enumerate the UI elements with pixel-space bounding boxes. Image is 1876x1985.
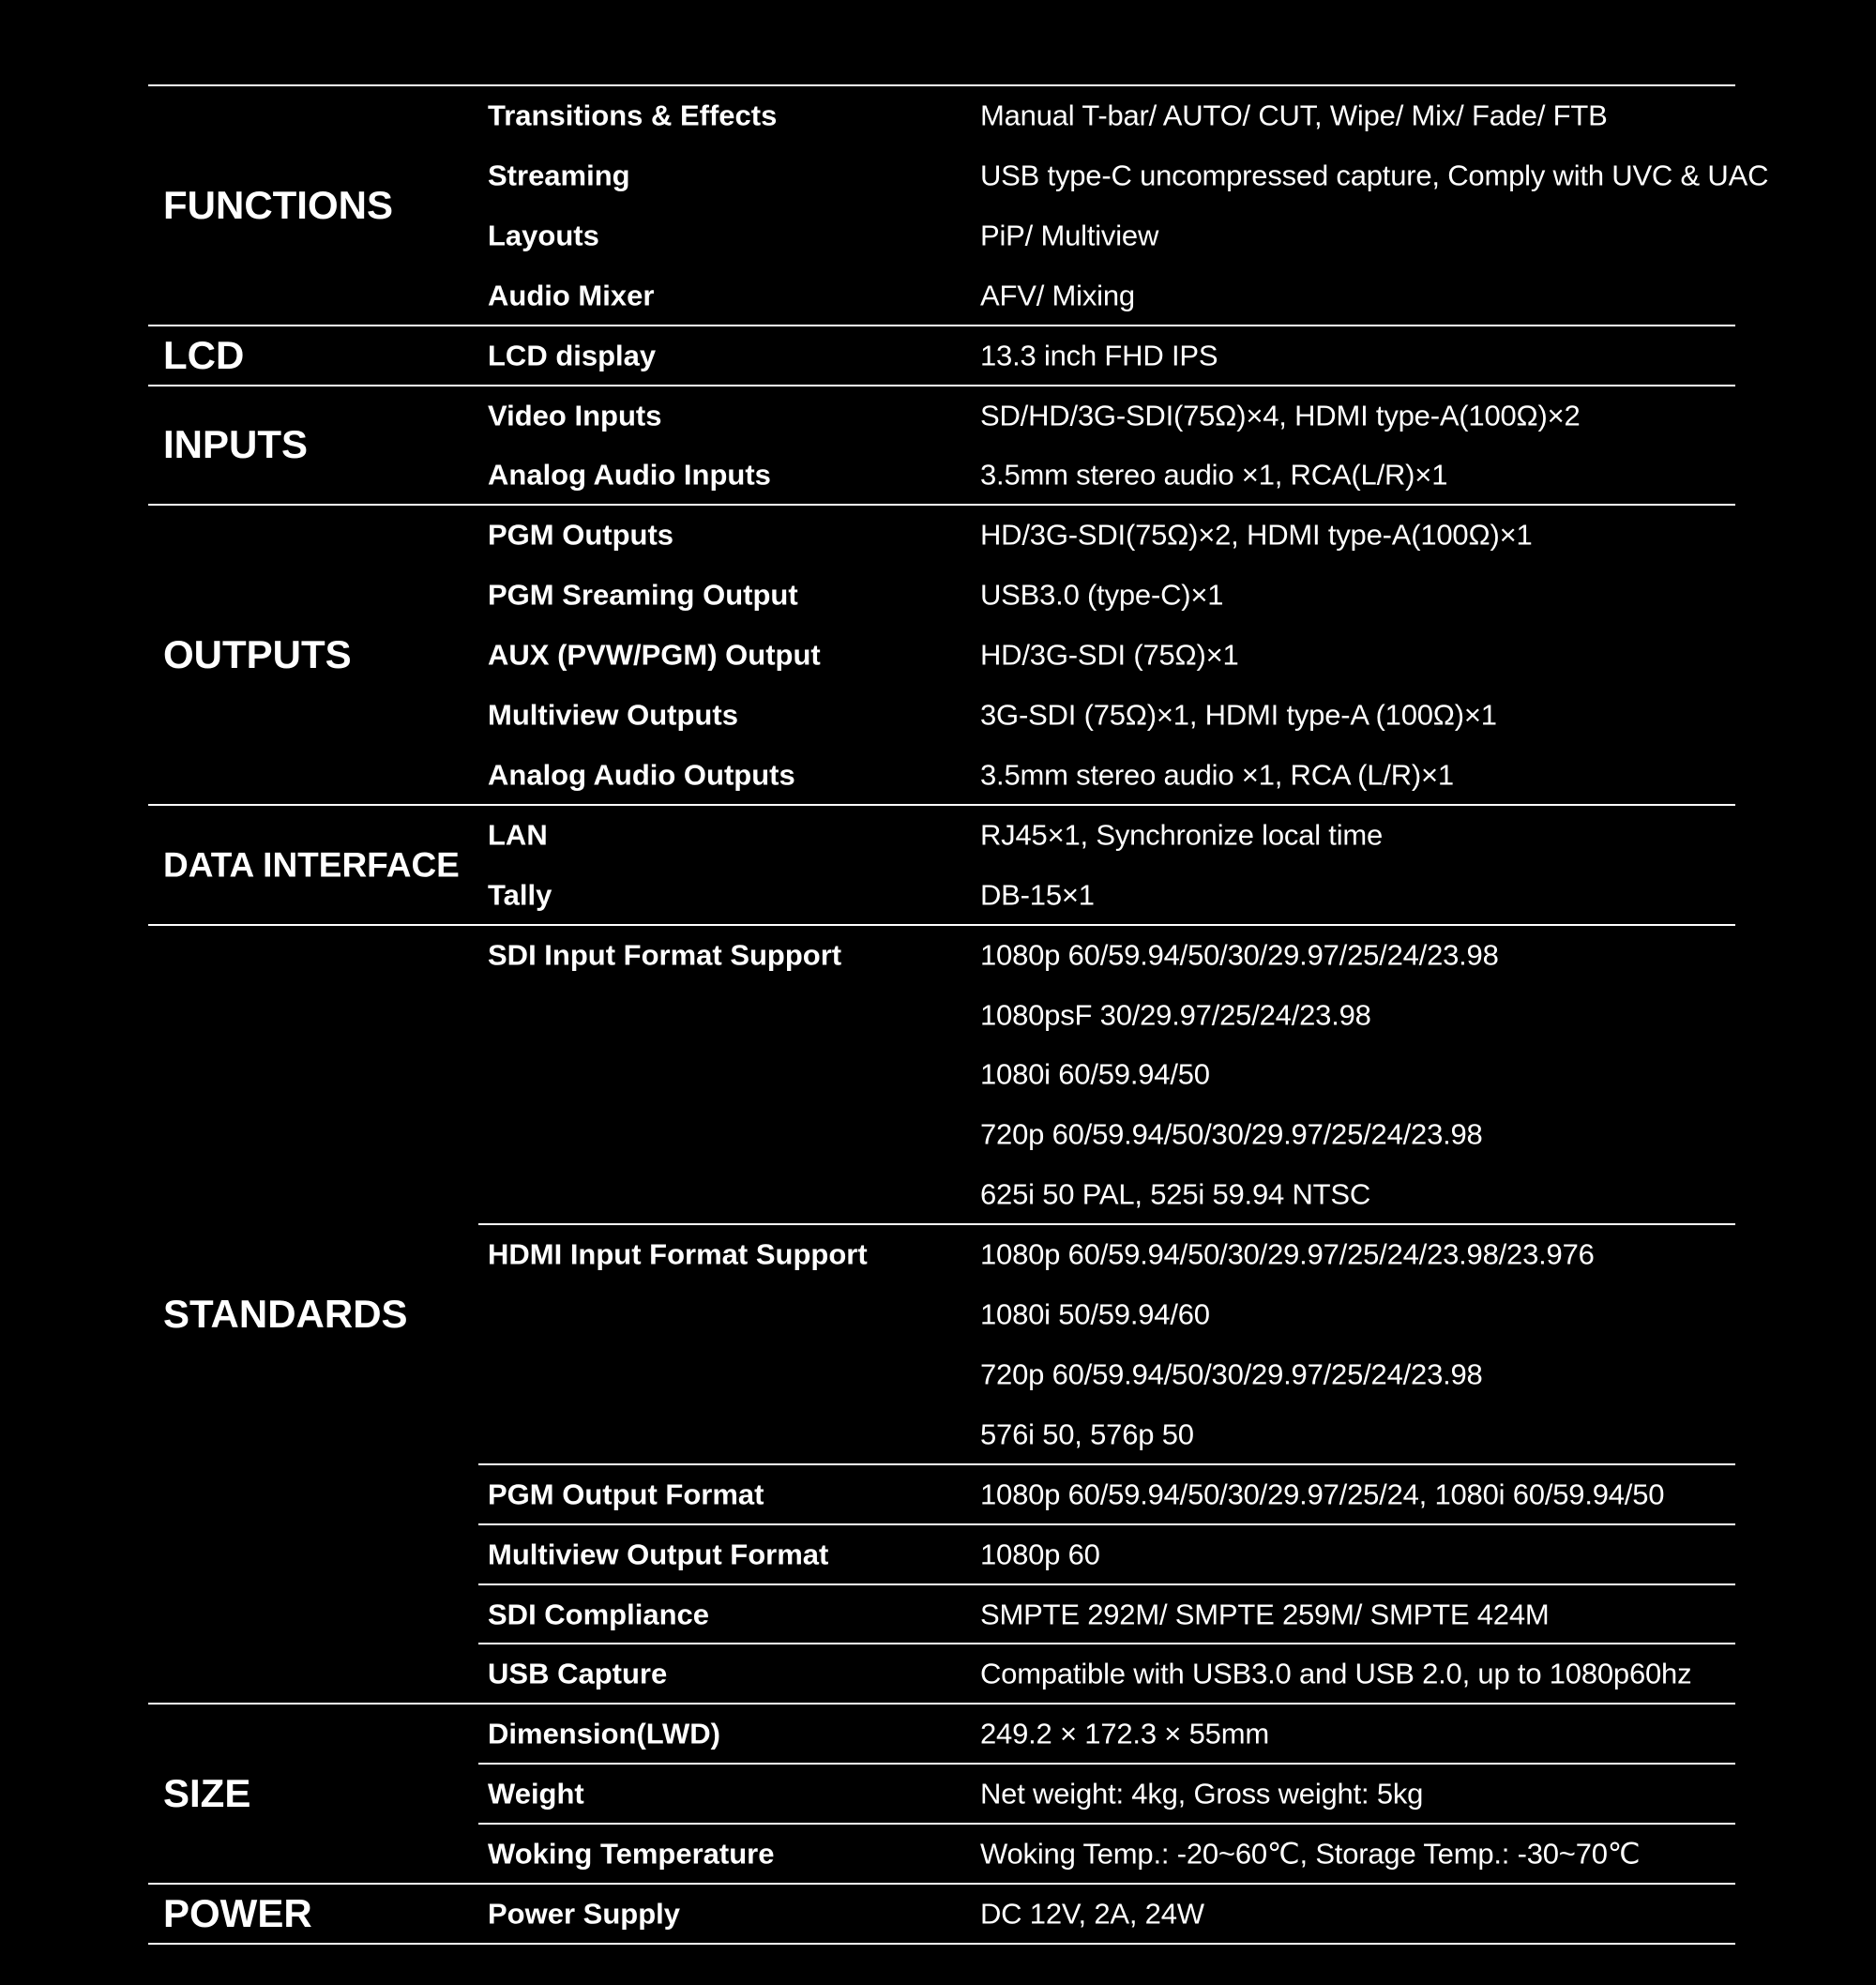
spec-value: Woking Temp.: -20~60℃, Storage Temp.: -30~70℃: [980, 1837, 1641, 1871]
spec-label: HDMI Input Format Support: [488, 1237, 868, 1271]
section-title-size: SIZE: [163, 1771, 251, 1815]
spec-value: HD/3G-SDI (75Ω)×1: [980, 638, 1239, 672]
section-title-data-interface: DATA INTERFACE: [163, 845, 460, 885]
spec-label: SDI Input Format Support: [488, 938, 842, 972]
spec-label: Weight: [488, 1777, 584, 1811]
section-divider: [148, 1943, 1735, 1945]
spec-value: 3G-SDI (75Ω)×1, HDMI type-A (100Ω)×1: [980, 698, 1497, 732]
row-divider: [478, 1463, 1735, 1465]
spec-value: RJ45×1, Synchronize local time: [980, 818, 1384, 852]
spec-value: USB type-C uncompressed capture, Comply with UVC & UAC: [980, 159, 1769, 192]
top-divider: [148, 84, 1735, 86]
spec-label: Woking Temperature: [488, 1837, 775, 1871]
spec-label: Power Supply: [488, 1897, 680, 1931]
spec-label: Analog Audio Outputs: [488, 758, 795, 792]
spec-value: 1080p 60/59.94/50/30/29.97/25/24, 1080i 60/59.94/50: [980, 1477, 1665, 1511]
row-divider: [478, 1223, 1735, 1225]
spec-value: 13.3 inch FHD IPS: [980, 339, 1218, 372]
spec-value: 1080i 50/59.94/60: [980, 1297, 1210, 1331]
section-title-inputs: INPUTS: [163, 422, 309, 466]
spec-value: 1080psF 30/29.97/25/24/23.98: [980, 998, 1371, 1032]
spec-value: 720p 60/59.94/50/30/29.97/25/24/23.98: [980, 1117, 1483, 1151]
spec-label: PGM Output Format: [488, 1477, 764, 1511]
spec-label: Layouts: [488, 219, 599, 252]
spec-value: SMPTE 292M/ SMPTE 259M/ SMPTE 424M: [980, 1598, 1550, 1631]
section-title-outputs: OUTPUTS: [163, 632, 352, 676]
spec-value: HD/3G-SDI(75Ω)×2, HDMI type-A(100Ω)×1: [980, 518, 1533, 552]
spec-label: AUX (PVW/PGM) Output: [488, 638, 821, 672]
section-divider: [148, 1703, 1735, 1705]
spec-value: DC 12V, 2A, 24W: [980, 1897, 1204, 1931]
row-divider: [478, 1523, 1735, 1525]
section-divider: [148, 385, 1735, 386]
spec-value: Compatible with USB3.0 and USB 2.0, up to 1080p60hz: [980, 1657, 1692, 1690]
spec-label: LCD display: [488, 339, 657, 372]
spec-label: Tally: [488, 878, 552, 912]
row-divider: [478, 1823, 1735, 1825]
spec-label: PGM Outputs: [488, 518, 674, 552]
spec-value: 576i 50, 576p 50: [980, 1417, 1194, 1451]
spec-value: 1080p 60: [980, 1538, 1100, 1571]
spec-value: 249.2 × 172.3 × 55mm: [980, 1717, 1269, 1750]
spec-value: 720p 60/59.94/50/30/29.97/25/24/23.98: [980, 1357, 1483, 1391]
row-divider: [478, 1583, 1735, 1585]
spec-value: PiP/ Multiview: [980, 219, 1159, 252]
spec-value: Manual T-bar/ AUTO/ CUT, Wipe/ Mix/ Fade/ FTB: [980, 98, 1608, 132]
spec-label: Analog Audio Inputs: [488, 458, 771, 492]
spec-label: USB Capture: [488, 1657, 668, 1690]
section-divider: [148, 325, 1735, 326]
spec-label: Audio Mixer: [488, 279, 655, 312]
spec-value: DB-15×1: [980, 878, 1095, 912]
spec-value: 3.5mm stereo audio ×1, RCA (L/R)×1: [980, 758, 1454, 792]
row-divider: [478, 1763, 1735, 1765]
spec-label: PGM Sreaming Output: [488, 578, 798, 612]
spec-value: AFV/ Mixing: [980, 279, 1135, 312]
spec-value: Net weight: 4kg, Gross weight: 5kg: [980, 1777, 1424, 1811]
section-title-power: POWER: [163, 1891, 312, 1935]
section-divider: [148, 804, 1735, 806]
spec-label: LAN: [488, 818, 548, 852]
spec-label: Multiview Output Format: [488, 1538, 829, 1571]
spec-value: USB3.0 (type-C)×1: [980, 578, 1224, 612]
section-divider: [148, 924, 1735, 926]
spec-value: 1080p 60/59.94/50/30/29.97/25/24/23.98/23.976: [980, 1237, 1595, 1271]
spec-label: Streaming: [488, 159, 630, 192]
spec-value: 625i 50 PAL, 525i 59.94 NTSC: [980, 1177, 1371, 1211]
section-divider: [148, 504, 1735, 506]
spec-label: SDI Compliance: [488, 1598, 709, 1631]
section-title-functions: FUNCTIONS: [163, 183, 393, 227]
section-title-lcd: LCD: [163, 333, 245, 377]
section-divider: [148, 1883, 1735, 1885]
spec-label: Multiview Outputs: [488, 698, 738, 732]
section-title-standards: STANDARDS: [163, 1292, 408, 1336]
spec-value: SD/HD/3G-SDI(75Ω)×4, HDMI type-A(100Ω)×2: [980, 399, 1581, 432]
spec-label: Transitions & Effects: [488, 98, 778, 132]
spec-value: 3.5mm stereo audio ×1, RCA(L/R)×1: [980, 458, 1448, 492]
spec-value: 1080i 60/59.94/50: [980, 1057, 1210, 1091]
spec-value: 1080p 60/59.94/50/30/29.97/25/24/23.98: [980, 938, 1499, 972]
spec-label: Video Inputs: [488, 399, 662, 432]
row-divider: [478, 1643, 1735, 1644]
spec-label: Dimension(LWD): [488, 1717, 720, 1750]
